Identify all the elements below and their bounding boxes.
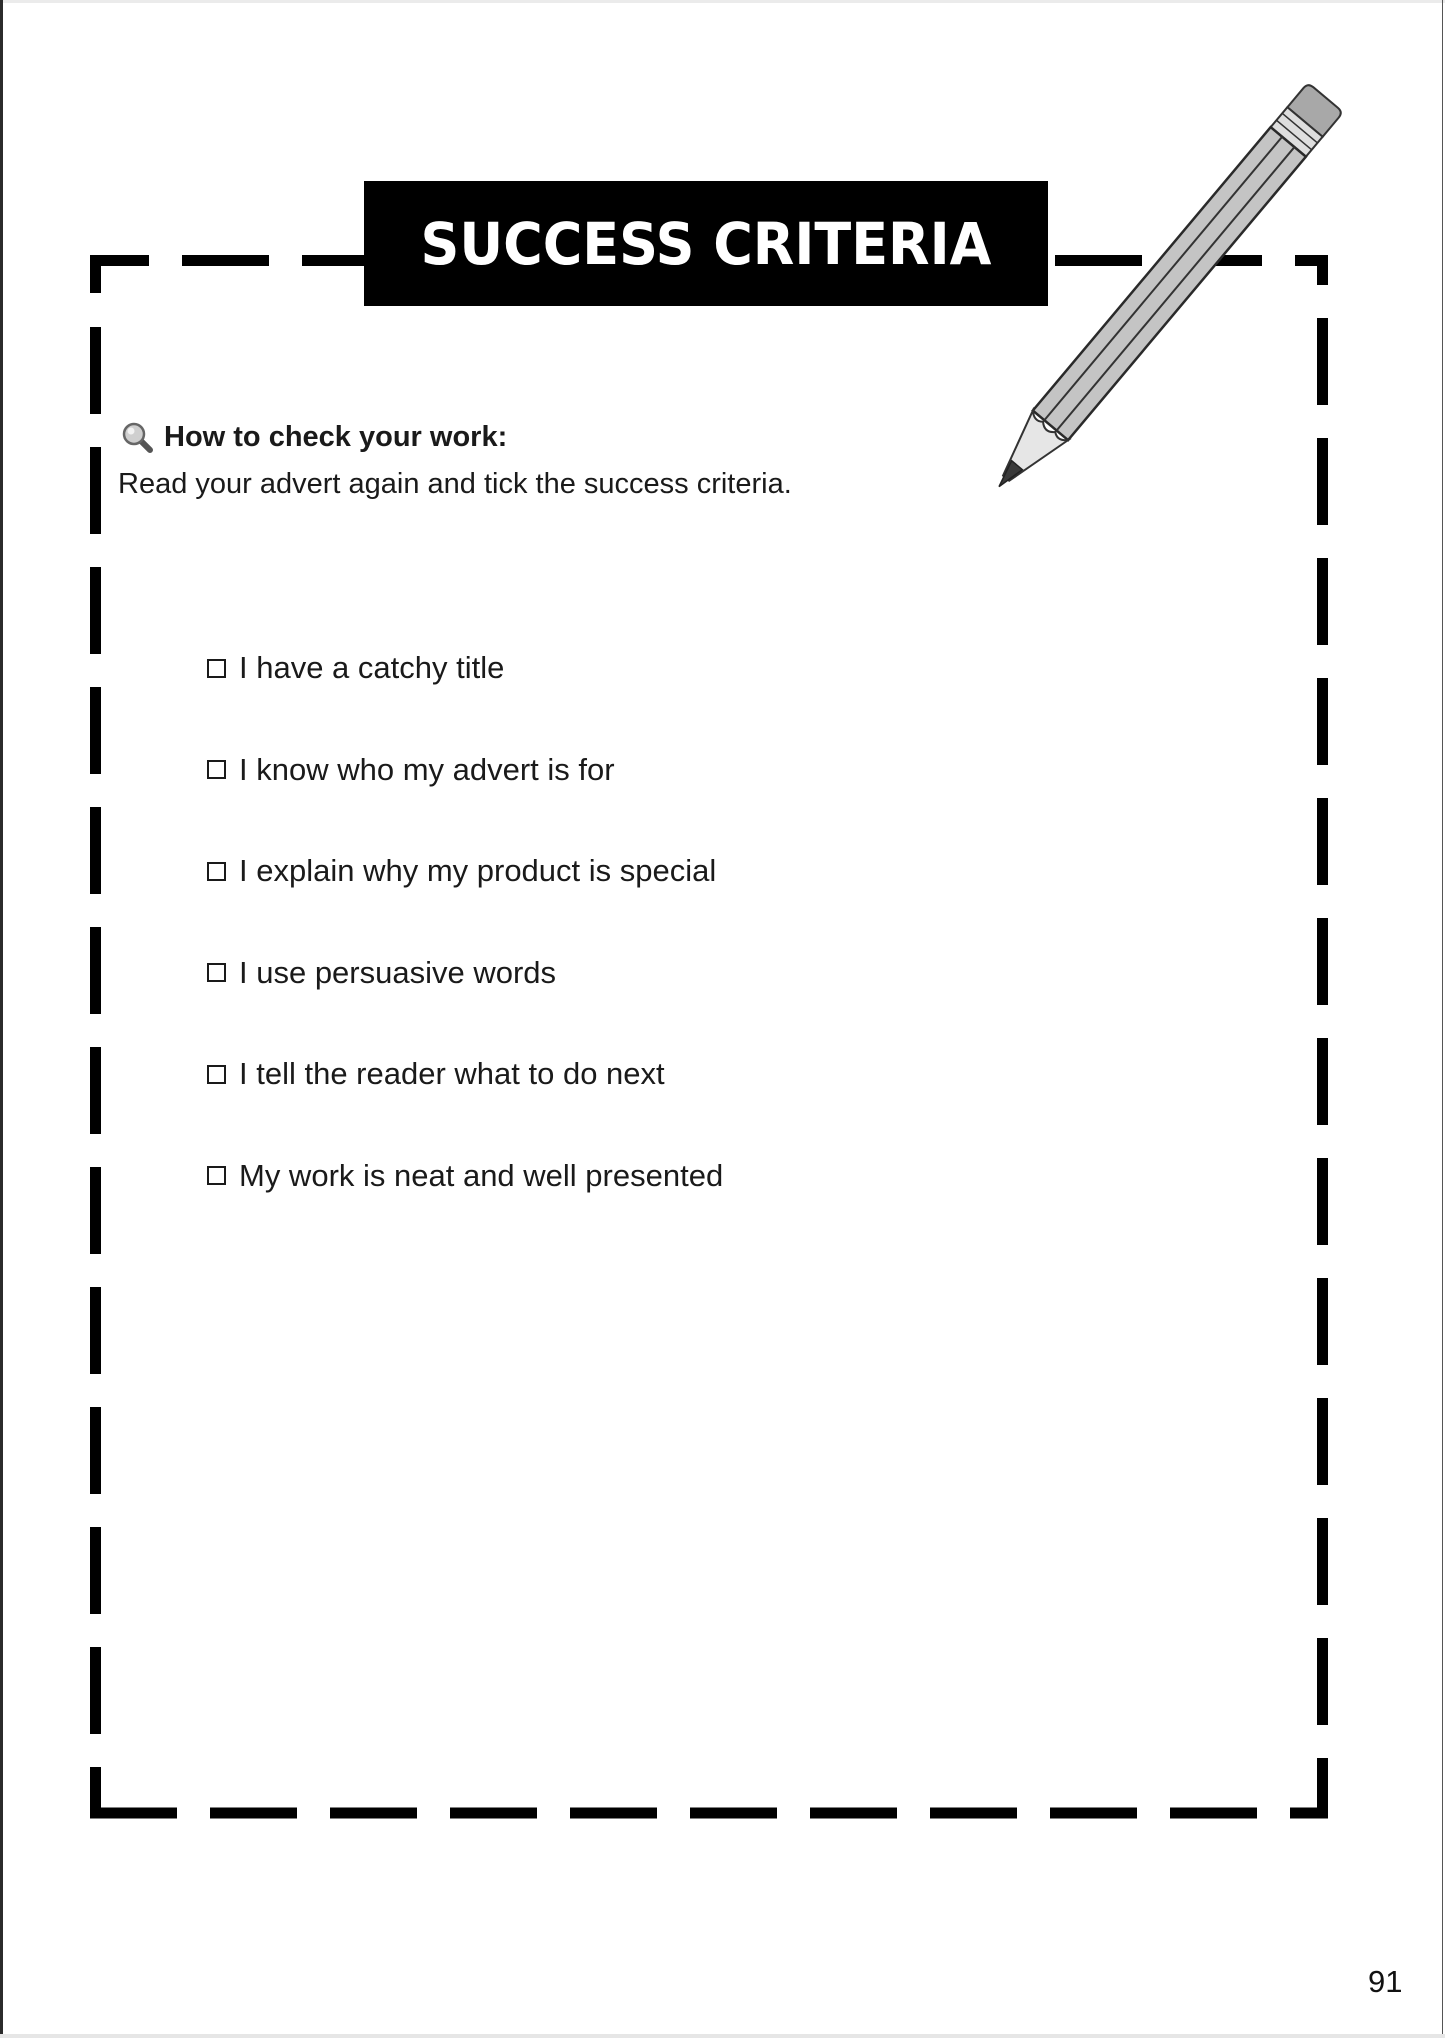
success-criteria-checklist [207,647,723,1256]
checklist-item-label: I tell the reader what to do next [239,1056,665,1091]
checklist-item-label: I have a catchy title [239,650,505,685]
checklist-item[interactable] [207,647,723,689]
checklist-item[interactable] [207,1053,723,1095]
howto-label: How to check your work: [164,421,508,453]
checklist-item-label: I know who my advert is for [239,751,615,787]
checklist-item-label: I use persuasive words [239,954,557,990]
checkbox[interactable] [207,760,226,779]
checkbox[interactable] [207,862,226,881]
page-left-edge [0,0,3,2038]
title-banner [364,181,1048,306]
magnifying-glass-icon [122,422,154,454]
checkbox[interactable] [207,1065,226,1084]
checkbox[interactable] [207,1166,226,1185]
howto-heading [122,421,507,454]
page-bottom-edge [0,2034,1445,2038]
checklist-item[interactable] [207,749,723,791]
checkbox[interactable] [207,963,226,982]
checklist-item[interactable] [207,1155,723,1197]
checkbox[interactable] [207,659,226,678]
checklist-item[interactable] [207,952,723,994]
page-right-edge [1442,0,1443,2038]
checklist-item-label: I explain why my product is special [239,853,717,888]
page-title: SUCCESS CRITERIA [420,209,992,278]
page-top-edge [0,0,1445,3]
checklist-item[interactable] [207,850,723,892]
page-number: 91 [1368,1964,1403,1999]
checklist-item-label: My work is neat and well presented [239,1157,724,1193]
instruction-text: Read your advert again and tick the success criteria. [118,468,792,500]
